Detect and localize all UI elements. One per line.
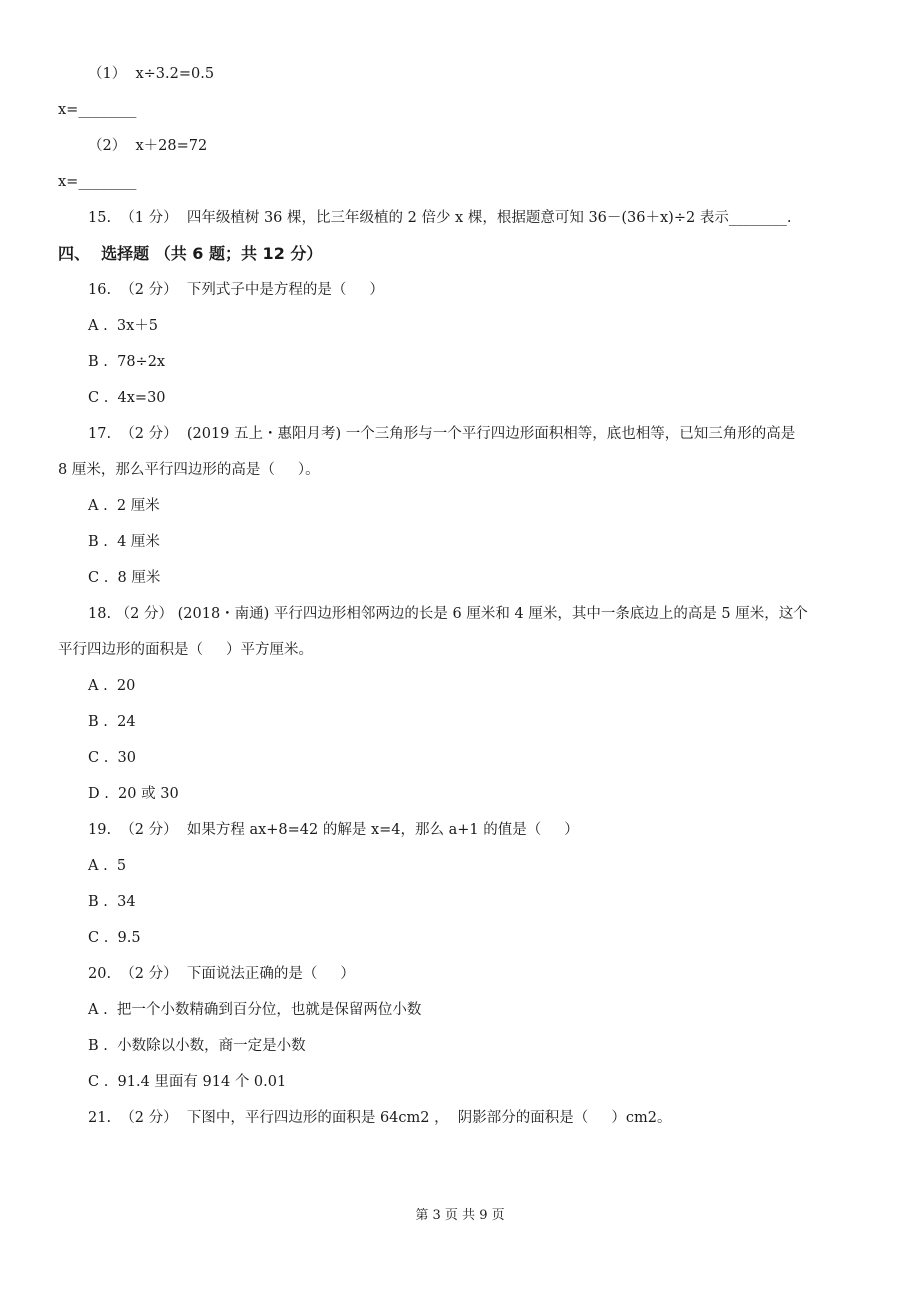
q17-option-a: A . 2 厘米 [88,498,160,514]
q18-stem-line2: 平行四边形的面积是（ ）平方厘米。 [58,642,314,658]
q17-option-c: C . 8 厘米 [88,570,161,586]
q14-sub2-equation: （2） x＋28=72 [88,138,208,154]
q20-option-b: B . 小数除以小数，商一定是小数 [88,1038,306,1054]
q20-option-a: A . 把一个小数精确到百分位，也就是保留两位小数 [88,1002,422,1018]
q16-stem: 16. （2 分） 下列式子中是方程的是（ ） [88,282,384,298]
q20-stem: 20. （2 分） 下面说法正确的是（ ） [88,966,355,982]
q18-option-b: B . 24 [88,714,136,730]
q19-stem: 19. （2 分） 如果方程 ax+8=42 的解是 x=4，那么 a+1 的值是（ ） [88,822,579,838]
q19-option-b: B . 34 [88,894,136,910]
q18-option-c: C . 30 [88,750,136,766]
q21-stem: 21. （2 分） 下图中，平行四边形的面积是 64cm2 ， 阴影部分的面积是（ ）cm2。 [88,1110,672,1126]
q14-sub2-answer-blank: x=________ [58,174,137,190]
q20-option-c: C . 91.4 里面有 914 个 0.01 [88,1074,287,1090]
q19-option-c: C . 9.5 [88,930,141,946]
q17-stem-line2: 8 厘米，那么平行四边形的高是（ ）。 [58,462,320,478]
q14-sub1-answer-blank: x=________ [58,102,137,118]
q18-stem-line1: 18. （2 分） (2018・南通) 平行四边形相邻两边的长是 6 厘米和 4 厘米，其中一条底边上的高是 5 厘米，这个 [88,606,808,622]
q18-option-a: A . 20 [88,678,136,694]
q15-text: 15. （1 分） 四年级植树 36 棵，比三年级植的 2 倍少 x 棵，根据题意可知 36－(36＋x)÷2 表示________. [88,210,792,226]
q18-option-d: D . 20 或 30 [88,786,179,802]
q16-option-a: A . 3x＋5 [88,318,159,334]
page-footer: 第 3 页 共 9 页 [415,1208,505,1223]
q17-stem-line1: 17. （2 分） (2019 五上・惠阳月考) 一个三角形与一个平行四边形面积相等，底也相等，已知三角形的高是 [88,426,796,442]
q17-option-b: B . 4 厘米 [88,534,160,550]
q19-option-a: A . 5 [88,858,127,874]
q16-option-c: C . 4x=30 [88,390,166,406]
q14-sub1-equation: （1） x÷3.2=0.5 [88,66,215,82]
q16-option-b: B . 78÷2x [88,354,166,370]
section-4-heading: 四、 选择题 （共 6 题；共 12 分） [58,244,323,263]
